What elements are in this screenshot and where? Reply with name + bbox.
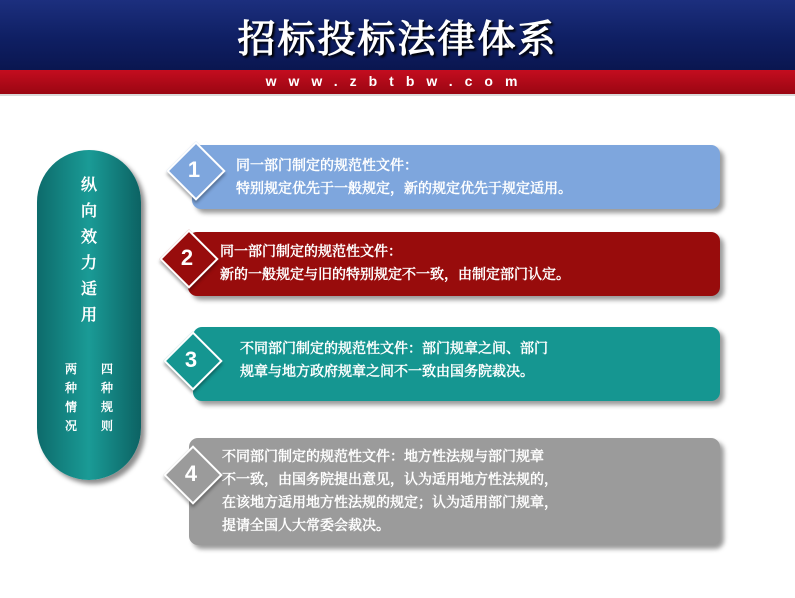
pill-sub-char: 况	[64, 419, 77, 433]
pill-char: 用	[80, 305, 97, 324]
rule-text-line: 新的一般规定与旧的特别规定不一致，由制定部门认定。	[220, 267, 570, 283]
rule-text-line: 提请全国人大常委会裁决。	[222, 518, 390, 534]
rule-text-line: 不同部门制定的规范性文件：部门规章之间、部门	[240, 341, 548, 357]
rule-text-line: 在该地方适用地方性法规的规定；认为适用部门规章，	[222, 495, 558, 511]
pill-sub-char: 种	[100, 381, 113, 395]
pill-sub-char: 两	[64, 362, 77, 376]
pill-sub-char: 则	[100, 419, 113, 433]
pill-sub-column-right	[93, 360, 121, 436]
pill-sub-char: 情	[64, 400, 77, 414]
slide-title: 招标投标法律体系	[237, 17, 558, 61]
rule-text-1	[236, 155, 572, 201]
rule-number-2: 2	[180, 245, 194, 270]
title-banner	[0, 0, 795, 70]
rule-number-1: 1	[187, 157, 201, 182]
category-pill	[37, 150, 141, 480]
pill-char: 纵	[80, 175, 97, 194]
rule-text-line: 规章与地方政府规章之间不一致由国务院裁决。	[240, 364, 534, 380]
rule-number-3: 3	[184, 347, 198, 372]
rule-text-4	[222, 446, 558, 538]
pill-sub-char: 四	[100, 362, 113, 376]
rule-text-3	[240, 338, 548, 384]
url-bar	[0, 70, 795, 94]
rule-text-line: 不同部门制定的规范性文件：地方性法规与部门规章	[222, 449, 544, 465]
pill-char: 适	[80, 279, 97, 298]
pill-char: 向	[80, 201, 97, 220]
website-url: www.zbtbw.com	[265, 73, 530, 89]
pill-char: 效	[80, 227, 97, 246]
rule-text-line: 特别规定优先于一般规定，新的规定优先于规定适用。	[236, 181, 572, 197]
header-divider	[0, 94, 795, 96]
rule-text-line: 同一部门制定的规范性文件：	[236, 158, 418, 174]
rule-text-line: 同一部门制定的规范性文件：	[220, 244, 402, 260]
pill-sub-char: 种	[64, 381, 77, 395]
pill-sub-column-left	[57, 360, 85, 436]
rule-number-4: 4	[184, 461, 198, 486]
rule-text-2	[220, 241, 570, 287]
pill-char: 力	[80, 253, 97, 272]
pill-sub-text	[57, 360, 121, 436]
rule-text-line: 不一致，由国务院提出意见，认为适用地方性法规的，	[222, 472, 558, 488]
pill-sub-char: 规	[100, 400, 113, 414]
pill-main-text	[37, 172, 141, 328]
